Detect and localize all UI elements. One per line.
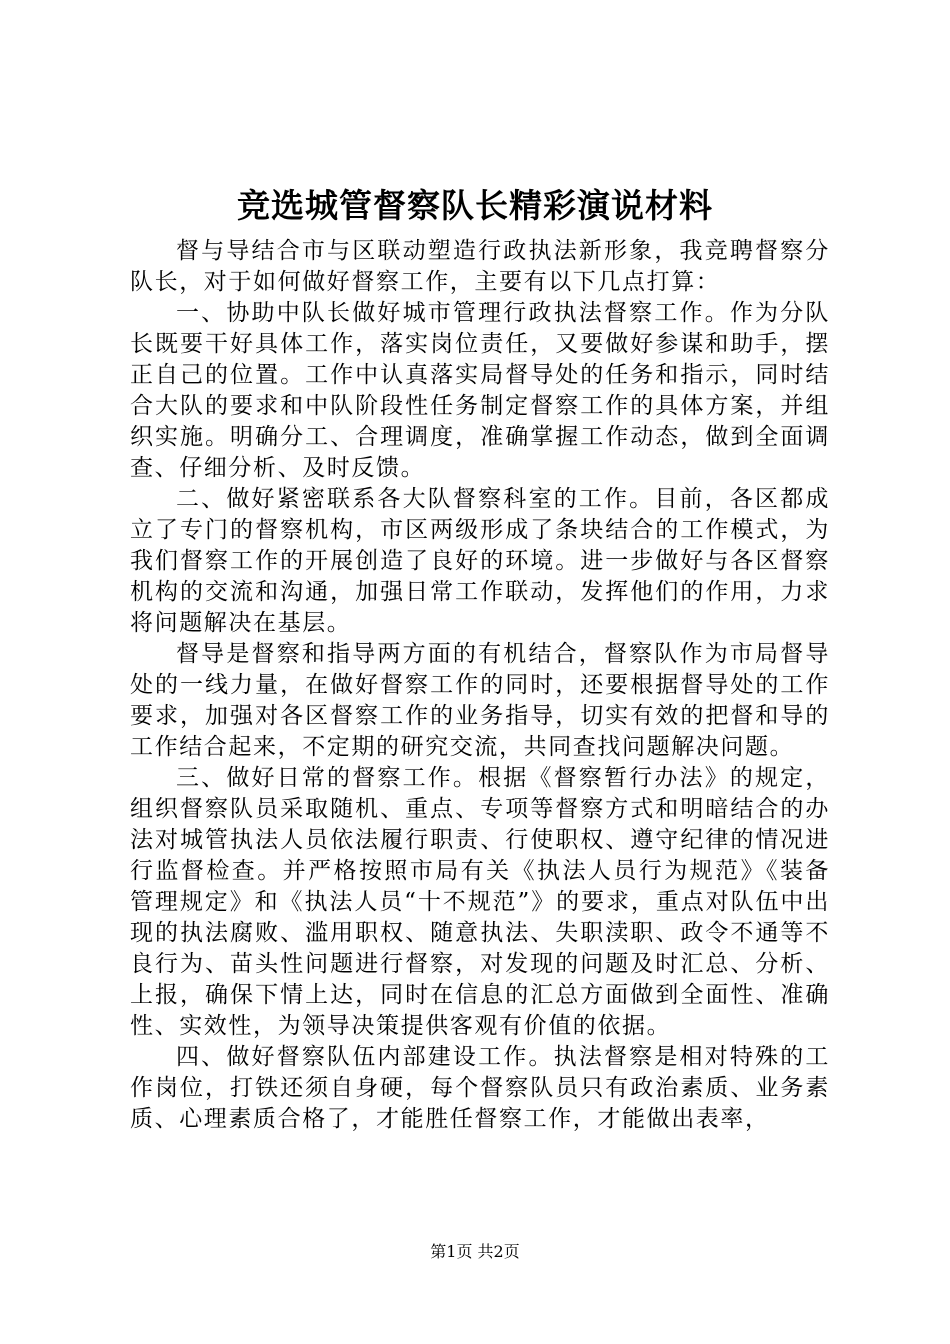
paragraph-supervision: 督导是督察和指导两方面的有机结合，督察队作为市局督导处的一线力量，在做好督察工作的同时，还要根据督导处的工作要求，加强对各区督察工作的业务指导，切实有效的把督和导的工作结合起来，不定期的研究交流，共同查找问题解决问题。 xyxy=(130,641,830,760)
paragraph-point-2: 二、做好紧密联系各大队督察科室的工作。目前，各区都成立了专门的督察机构，市区两级形成了条块结合的工作模式，为我们督察工作的开展创造了良好的环境。进一步做好与各区督察机构的交流和沟通，加强日常工作联动，发挥他们的作用，力求将问题解决在基层。 xyxy=(130,486,830,636)
document-body xyxy=(130,236,830,1135)
page-number-footer: 第1页 共2页 xyxy=(430,1242,520,1261)
paragraph-intro: 督与导结合市与区联动塑造行政执法新形象，我竞聘督察分队长，对于如何做好督察工作，主要有以下几点打算： xyxy=(130,238,830,295)
document-title: 竞选城管督察队长精彩演说材料 xyxy=(237,186,713,225)
paragraph-point-1: 一、协助中队长做好城市管理行政执法督察工作。作为分队长既要干好具体工作，落实岗位责任，又要做好参谋和助手，摆正自己的位置。工作中认真落实局督导处的任务和指示，同时结合大队的要求和中队阶段性任务制定督察工作的具体方案，并组织实施。明确分工、合理调度，准确掌握工作动态，做到全面调查、仔细分析、及时反馈。 xyxy=(130,300,830,481)
paragraph-point-4: 四、做好督察队伍内部建设工作。执法督察是相对特殊的工作岗位，打铁还须自身硬，每个督察队员只有政治素质、业务素质、心理素质合格了，才能胜任督察工作，才能做出表率， xyxy=(130,1044,830,1132)
paragraph-point-3: 三、做好日常的督察工作。根据《督察暂行办法》的规定，组织督察队员采取随机、重点、专项等督察方式和明暗结合的办法对城管执法人员依法履行职责、行使职权、遵守纪律的情况进行监督检查。并严格按照市局有关《执法人员行为规范》《装备管理规定》和《执法人员“十不规范”》的要求，重点对队伍中出现的执法腐败、滥用职权、随意执法、失职渎职、政令不通等不良行为、苗头性问题进行督察，对发现的问题及时汇总、分析、上报，确保下情上达，同时在信息的汇总方面做到全面性、准确性、实效性，为领导决策提供客观有价值的依据。 xyxy=(130,765,830,1039)
